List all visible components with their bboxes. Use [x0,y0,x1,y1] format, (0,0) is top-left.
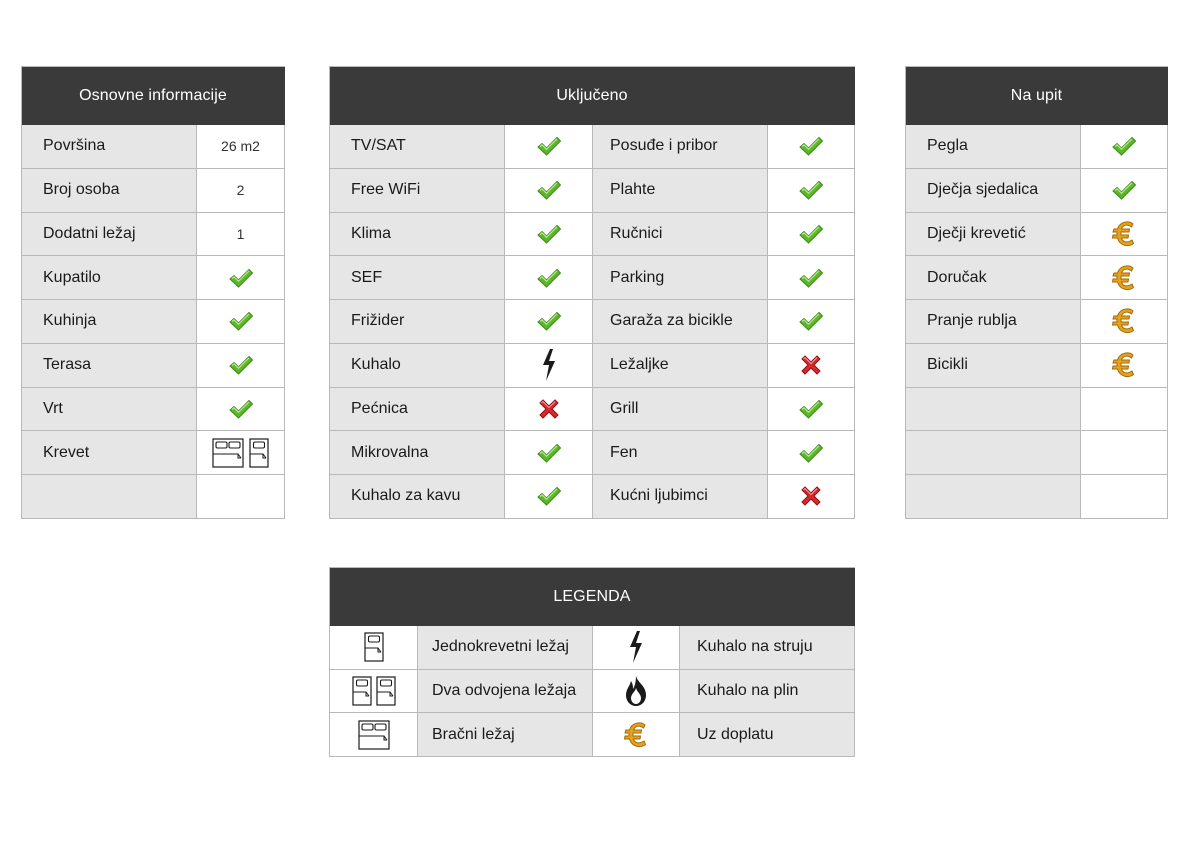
left-value [505,431,593,475]
check-icon [536,310,562,332]
lightning-icon [541,348,557,382]
right-value [768,256,855,300]
row-label: Bicikli [906,344,1081,388]
euro-icon [1111,219,1137,249]
legend-label: Dva odvojena ležaja [418,670,593,714]
row-label [22,475,197,519]
table-row [906,213,1168,257]
table-row [330,344,855,388]
legend-icon-cell [593,626,680,670]
table-row [906,475,1168,519]
legend-icon-cell [593,670,680,714]
left-label: Kuhalo [330,344,505,388]
right-value [768,431,855,475]
check-icon [1111,179,1137,201]
table-row [330,213,855,257]
legend-icon-cell [330,670,418,714]
on-request-table [905,66,1168,519]
table-row [330,388,855,432]
row-value [1081,344,1168,388]
row-value [1081,475,1168,519]
table-row [330,431,855,475]
on-request-header: Na upit [906,67,1168,125]
table-row [22,169,285,213]
right-label: Kućni ljubimci [593,475,768,519]
table-row [22,475,285,519]
left-value [505,256,593,300]
double-bed-icon [358,720,390,750]
row-label: Kuhinja [22,300,197,344]
table-row [22,388,285,432]
check-icon [798,223,824,245]
table-row [906,300,1168,344]
table-row [330,670,855,714]
check-icon [536,485,562,507]
row-label: Terasa [22,344,197,388]
legend-icon-cell [593,713,680,757]
right-value [768,125,855,169]
row-value [1081,213,1168,257]
row-value [1081,169,1168,213]
row-value [1081,431,1168,475]
legend-icon-cell [330,626,418,670]
included-table [329,66,855,519]
table-row [22,213,285,257]
row-value [197,431,285,475]
check-icon [536,135,562,157]
table-row [330,300,855,344]
two-single-beds-icon [352,676,396,706]
check-icon [536,179,562,201]
right-label: Ručnici [593,213,768,257]
row-value [197,475,285,519]
row-label: Doručak [906,256,1081,300]
legend-label: Bračni ležaj [418,713,593,757]
check-icon [1111,135,1137,157]
left-label: Kuhalo za kavu [330,475,505,519]
value-text: 1 [236,225,245,242]
check-icon [536,442,562,464]
row-value [197,256,285,300]
right-value [768,475,855,519]
left-value [505,344,593,388]
left-label: Free WiFi [330,169,505,213]
table-row [330,713,855,757]
table-row [906,344,1168,388]
left-label: TV/SAT [330,125,505,169]
table-row [330,169,855,213]
euro-icon [1111,263,1137,293]
table-row [330,256,855,300]
lightning-icon [628,630,644,664]
cross-icon [798,483,824,509]
legend-label: Uz doplatu [680,713,855,757]
flame-icon [624,675,648,707]
table-row [330,626,855,670]
basic-info-header: Osnovne informacije [22,67,285,125]
right-label: Grill [593,388,768,432]
row-label: Površina [22,125,197,169]
row-value [1081,256,1168,300]
right-value [768,213,855,257]
row-value [197,125,285,169]
check-icon [536,223,562,245]
table-row [22,125,285,169]
left-label: Mikrovalna [330,431,505,475]
left-value [505,300,593,344]
check-icon [228,267,254,289]
row-value [197,344,285,388]
row-label: Vrt [22,388,197,432]
row-label: Dodatni ležaj [22,213,197,257]
table-row [906,431,1168,475]
table-row [906,125,1168,169]
table-row [22,300,285,344]
check-icon [798,135,824,157]
legend-label: Kuhalo na struju [680,626,855,670]
check-icon [798,398,824,420]
row-value [197,169,285,213]
right-label: Posuđe i pribor [593,125,768,169]
check-icon [798,310,824,332]
table-row [330,125,855,169]
check-icon [228,310,254,332]
left-value [505,125,593,169]
legend-table [329,567,855,757]
row-label [906,431,1081,475]
check-icon [798,267,824,289]
legend-label: Jednokrevetni ležaj [418,626,593,670]
row-value [197,388,285,432]
row-value [197,300,285,344]
right-label: Plahte [593,169,768,213]
right-value [768,300,855,344]
right-value [768,169,855,213]
left-label: Frižider [330,300,505,344]
row-label: Dječja sjedalica [906,169,1081,213]
double-and-single-bed-icon [212,438,269,468]
left-value [505,213,593,257]
legend-icon-cell [330,713,418,757]
row-label [906,388,1081,432]
single-bed-icon [364,632,384,662]
row-label: Dječji krevetić [906,213,1081,257]
left-value [505,169,593,213]
table-row [906,388,1168,432]
row-value [197,213,285,257]
included-header: Uključeno [330,67,855,125]
right-value [768,388,855,432]
check-icon [228,398,254,420]
right-label: Garaža za bicikle [593,300,768,344]
euro-icon [623,720,649,750]
left-label: SEF [330,256,505,300]
left-value [505,475,593,519]
left-label: Pećnica [330,388,505,432]
table-row [330,475,855,519]
row-label [906,475,1081,519]
legend-header: LEGENDA [330,568,855,626]
legend-label: Kuhalo na plin [680,670,855,714]
check-icon [798,179,824,201]
check-icon [536,267,562,289]
row-label: Krevet [22,431,197,475]
right-label: Ležaljke [593,344,768,388]
row-value [1081,125,1168,169]
check-icon [798,442,824,464]
basic-info-table [21,66,285,519]
table-row [22,431,285,475]
check-icon [228,354,254,376]
value-text: 2 [236,182,245,199]
row-label: Pegla [906,125,1081,169]
right-label: Parking [593,256,768,300]
cross-icon [536,396,562,422]
row-value [1081,300,1168,344]
right-label: Fen [593,431,768,475]
row-label: Pranje rublja [906,300,1081,344]
table-row [22,344,285,388]
row-label: Kupatilo [22,256,197,300]
left-value [505,388,593,432]
table-row [906,169,1168,213]
euro-icon [1111,350,1137,380]
table-row [22,256,285,300]
left-label: Klima [330,213,505,257]
euro-icon [1111,306,1137,336]
row-label: Broj osoba [22,169,197,213]
value-text: 26 m2 [221,138,260,155]
cross-icon [798,352,824,378]
right-value [768,344,855,388]
table-row [906,256,1168,300]
row-value [1081,388,1168,432]
